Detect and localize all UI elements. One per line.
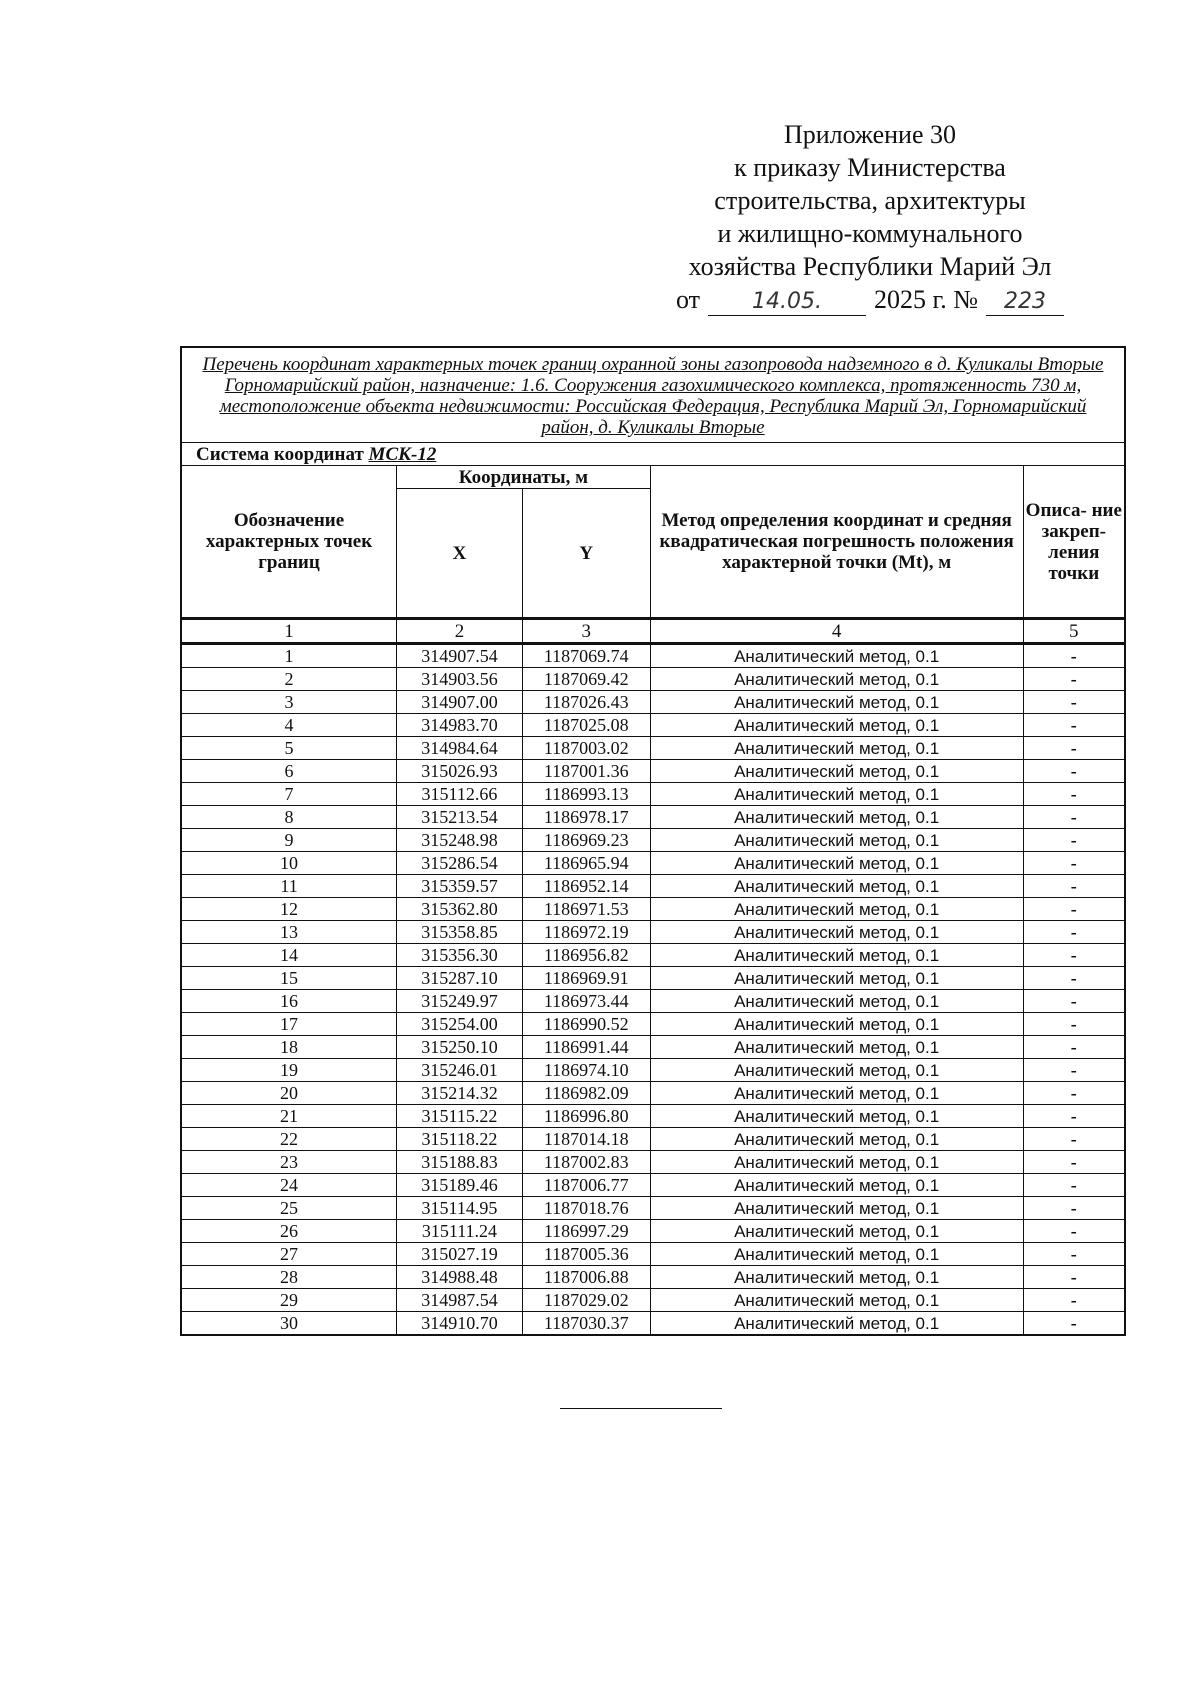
y-cell: 1187069.74 <box>522 644 650 668</box>
column-numbers-row <box>181 619 1125 644</box>
x-cell: 315254.00 <box>397 1013 523 1036</box>
table-row <box>181 1059 1125 1082</box>
table-row <box>181 737 1125 760</box>
method-cell: Аналитический метод, 0.1 <box>650 875 1023 898</box>
x-cell: 315287.10 <box>397 967 523 990</box>
method-cell: Аналитический метод, 0.1 <box>650 898 1023 921</box>
column-number: 2 <box>397 619 523 644</box>
method-cell: Аналитический метод, 0.1 <box>650 644 1023 668</box>
description-cell: - <box>1023 806 1125 829</box>
y-cell: 1187005.36 <box>522 1243 650 1266</box>
x-cell: 315248.98 <box>397 829 523 852</box>
handwritten-date: 14.05. <box>708 289 866 316</box>
x-cell: 314987.54 <box>397 1289 523 1312</box>
table-row <box>181 691 1125 714</box>
description-cell: - <box>1023 1243 1125 1266</box>
description-cell: - <box>1023 921 1125 944</box>
table-row <box>181 1312 1125 1336</box>
method-cell: Аналитический метод, 0.1 <box>650 1312 1023 1336</box>
x-cell: 314988.48 <box>397 1266 523 1289</box>
y-cell: 1187002.83 <box>522 1151 650 1174</box>
from-label: от <box>675 285 700 314</box>
point-id-cell: 10 <box>181 852 397 875</box>
x-cell: 315356.30 <box>397 944 523 967</box>
method-cell: Аналитический метод, 0.1 <box>650 944 1023 967</box>
description-cell: - <box>1023 1082 1125 1105</box>
x-cell: 315358.85 <box>397 921 523 944</box>
method-cell: Аналитический метод, 0.1 <box>650 1174 1023 1197</box>
y-cell: 1186972.19 <box>522 921 650 944</box>
description-cell: - <box>1023 714 1125 737</box>
table-caption: Перечень координат характерных точек границ охранной зоны газопровода надземного в д. Куликалы Вторые Горномарийский район, назначение: 1.6. Сооружения газохимического комплекса, протяженность 730 м, местоположение объекта недвижимости: Российская Федерация, Республика Марий Эл, Горномарийский район, д. Куликалы Вторые <box>181 347 1125 443</box>
point-id-cell: 12 <box>181 898 397 921</box>
method-cell: Аналитический метод, 0.1 <box>650 829 1023 852</box>
appendix-line: Приложение 30 <box>783 120 957 149</box>
table-row <box>181 1105 1125 1128</box>
y-cell: 1186997.29 <box>522 1220 650 1243</box>
point-id-cell: 9 <box>181 829 397 852</box>
order-date-line <box>640 283 1100 316</box>
method-cell: Аналитический метод, 0.1 <box>650 760 1023 783</box>
x-cell: 315286.54 <box>397 852 523 875</box>
y-cell: 1187030.37 <box>522 1312 650 1336</box>
table-row <box>181 1013 1125 1036</box>
y-cell: 1186982.09 <box>522 1082 650 1105</box>
header-x: X <box>397 489 523 619</box>
appendix-line: хозяйства Республики Марий Эл <box>688 252 1052 281</box>
handwritten-order-number: 223 <box>986 289 1064 316</box>
header-coords: Координаты, м <box>397 466 651 489</box>
method-cell: Аналитический метод, 0.1 <box>650 783 1023 806</box>
y-cell: 1186965.94 <box>522 852 650 875</box>
description-cell: - <box>1023 1174 1125 1197</box>
description-cell: - <box>1023 967 1125 990</box>
description-cell: - <box>1023 875 1125 898</box>
point-id-cell: 11 <box>181 875 397 898</box>
description-cell: - <box>1023 898 1125 921</box>
y-cell: 1187018.76 <box>522 1197 650 1220</box>
x-cell: 314907.00 <box>397 691 523 714</box>
description-cell: - <box>1023 783 1125 806</box>
table-row <box>181 852 1125 875</box>
x-cell: 315111.24 <box>397 1220 523 1243</box>
table-body <box>181 644 1125 1336</box>
x-cell: 315188.83 <box>397 1151 523 1174</box>
method-cell: Аналитический метод, 0.1 <box>650 691 1023 714</box>
description-cell: - <box>1023 760 1125 783</box>
table-row <box>181 806 1125 829</box>
x-cell: 315246.01 <box>397 1059 523 1082</box>
description-cell: - <box>1023 1128 1125 1151</box>
y-cell: 1187026.43 <box>522 691 650 714</box>
x-cell: 315214.32 <box>397 1082 523 1105</box>
point-id-cell: 17 <box>181 1013 397 1036</box>
x-cell: 315250.10 <box>397 1036 523 1059</box>
system-label: Система координат <box>196 443 364 465</box>
point-id-cell: 8 <box>181 806 397 829</box>
table-row <box>181 921 1125 944</box>
y-cell: 1186971.53 <box>522 898 650 921</box>
point-id-cell: 28 <box>181 1266 397 1289</box>
point-id-cell: 16 <box>181 990 397 1013</box>
table-row <box>181 944 1125 967</box>
header-point: Обозначение характерных точек границ <box>181 466 397 619</box>
y-cell: 1187025.08 <box>522 714 650 737</box>
table-row <box>181 967 1125 990</box>
x-cell: 315359.57 <box>397 875 523 898</box>
y-cell: 1186990.52 <box>522 1013 650 1036</box>
method-cell: Аналитический метод, 0.1 <box>650 852 1023 875</box>
point-id-cell: 3 <box>181 691 397 714</box>
method-cell: Аналитический метод, 0.1 <box>650 967 1023 990</box>
method-cell: Аналитический метод, 0.1 <box>650 1059 1023 1082</box>
table-row <box>181 1197 1125 1220</box>
description-cell: - <box>1023 829 1125 852</box>
point-id-cell: 15 <box>181 967 397 990</box>
method-cell: Аналитический метод, 0.1 <box>650 1289 1023 1312</box>
closing-rule <box>560 1408 722 1409</box>
y-cell: 1187001.36 <box>522 760 650 783</box>
point-id-cell: 4 <box>181 714 397 737</box>
method-cell: Аналитический метод, 0.1 <box>650 921 1023 944</box>
x-cell: 314910.70 <box>397 1312 523 1336</box>
point-id-cell: 29 <box>181 1289 397 1312</box>
x-cell: 315026.93 <box>397 760 523 783</box>
x-cell: 315112.66 <box>397 783 523 806</box>
y-cell: 1186974.10 <box>522 1059 650 1082</box>
appendix-line: строительства, архитектуры <box>714 186 1026 215</box>
appendix-line: и жилищно-коммунального <box>717 219 1023 248</box>
y-cell: 1186956.82 <box>522 944 650 967</box>
y-cell: 1186969.91 <box>522 967 650 990</box>
table-row <box>181 829 1125 852</box>
method-cell: Аналитический метод, 0.1 <box>650 1036 1023 1059</box>
y-cell: 1186993.13 <box>522 783 650 806</box>
y-cell: 1186973.44 <box>522 990 650 1013</box>
y-cell: 1187003.02 <box>522 737 650 760</box>
description-cell: - <box>1023 1013 1125 1036</box>
x-cell: 315362.80 <box>397 898 523 921</box>
method-cell: Аналитический метод, 0.1 <box>650 1013 1023 1036</box>
point-id-cell: 27 <box>181 1243 397 1266</box>
table-row <box>181 1036 1125 1059</box>
column-number: 1 <box>181 619 397 644</box>
point-id-cell: 24 <box>181 1174 397 1197</box>
point-id-cell: 20 <box>181 1082 397 1105</box>
description-cell: - <box>1023 1036 1125 1059</box>
table-row <box>181 1289 1125 1312</box>
description-cell: - <box>1023 852 1125 875</box>
description-cell: - <box>1023 1059 1125 1082</box>
column-number: 4 <box>650 619 1023 644</box>
point-id-cell: 18 <box>181 1036 397 1059</box>
description-cell: - <box>1023 1312 1125 1336</box>
description-cell: - <box>1023 1289 1125 1312</box>
method-cell: Аналитический метод, 0.1 <box>650 1082 1023 1105</box>
x-cell: 314983.70 <box>397 714 523 737</box>
y-cell: 1187006.77 <box>522 1174 650 1197</box>
point-id-cell: 14 <box>181 944 397 967</box>
description-cell: - <box>1023 944 1125 967</box>
system-code: МСК-12 <box>368 443 437 465</box>
table-row <box>181 1174 1125 1197</box>
description-cell: - <box>1023 668 1125 691</box>
description-cell: - <box>1023 1197 1125 1220</box>
point-id-cell: 7 <box>181 783 397 806</box>
method-cell: Аналитический метод, 0.1 <box>650 990 1023 1013</box>
point-id-cell: 21 <box>181 1105 397 1128</box>
description-cell: - <box>1023 644 1125 668</box>
method-cell: Аналитический метод, 0.1 <box>650 806 1023 829</box>
table-row <box>181 875 1125 898</box>
point-id-cell: 19 <box>181 1059 397 1082</box>
method-cell: Аналитический метод, 0.1 <box>650 1151 1023 1174</box>
method-cell: Аналитический метод, 0.1 <box>650 668 1023 691</box>
table-row <box>181 1151 1125 1174</box>
point-id-cell: 1 <box>181 644 397 668</box>
table-row <box>181 1266 1125 1289</box>
table-row <box>181 990 1125 1013</box>
table-row <box>181 1082 1125 1105</box>
x-cell: 315027.19 <box>397 1243 523 1266</box>
appendix-header <box>640 118 1100 316</box>
point-id-cell: 2 <box>181 668 397 691</box>
y-cell: 1187069.42 <box>522 668 650 691</box>
description-cell: - <box>1023 1220 1125 1243</box>
point-id-cell: 23 <box>181 1151 397 1174</box>
point-id-cell: 30 <box>181 1312 397 1336</box>
point-id-cell: 6 <box>181 760 397 783</box>
x-cell: 314984.64 <box>397 737 523 760</box>
method-cell: Аналитический метод, 0.1 <box>650 737 1023 760</box>
method-cell: Аналитический метод, 0.1 <box>650 1266 1023 1289</box>
table-row <box>181 668 1125 691</box>
description-cell: - <box>1023 1105 1125 1128</box>
point-id-cell: 25 <box>181 1197 397 1220</box>
point-id-cell: 13 <box>181 921 397 944</box>
table-row <box>181 1243 1125 1266</box>
description-cell: - <box>1023 691 1125 714</box>
table-row <box>181 644 1125 668</box>
table-row <box>181 898 1125 921</box>
point-id-cell: 5 <box>181 737 397 760</box>
x-cell: 315213.54 <box>397 806 523 829</box>
method-cell: Аналитический метод, 0.1 <box>650 1243 1023 1266</box>
method-cell: Аналитический метод, 0.1 <box>650 714 1023 737</box>
method-cell: Аналитический метод, 0.1 <box>650 1105 1023 1128</box>
x-cell: 315249.97 <box>397 990 523 1013</box>
header-method: Метод определения координат и средняя квадратическая погрешность положения характерной точки (Mt), м <box>650 466 1023 619</box>
column-number: 3 <box>522 619 650 644</box>
header-y: Y <box>522 489 650 619</box>
column-number: 5 <box>1023 619 1125 644</box>
year-number-label: 2025 г. № <box>873 285 979 314</box>
x-cell: 315114.95 <box>397 1197 523 1220</box>
x-cell: 315118.22 <box>397 1128 523 1151</box>
y-cell: 1187006.88 <box>522 1266 650 1289</box>
method-cell: Аналитический метод, 0.1 <box>650 1128 1023 1151</box>
y-cell: 1186978.17 <box>522 806 650 829</box>
coordinate-system <box>181 443 1125 466</box>
table-row <box>181 760 1125 783</box>
point-id-cell: 22 <box>181 1128 397 1151</box>
y-cell: 1187029.02 <box>522 1289 650 1312</box>
y-cell: 1186952.14 <box>522 875 650 898</box>
coordinates-table <box>180 346 1126 1336</box>
x-cell: 315189.46 <box>397 1174 523 1197</box>
table-row <box>181 1220 1125 1243</box>
description-cell: - <box>1023 1266 1125 1289</box>
point-id-cell: 26 <box>181 1220 397 1243</box>
y-cell: 1186969.23 <box>522 829 650 852</box>
header-description: Описа- ние закреп- ления точки <box>1023 466 1125 619</box>
table-row <box>181 1128 1125 1151</box>
method-cell: Аналитический метод, 0.1 <box>650 1197 1023 1220</box>
y-cell: 1186991.44 <box>522 1036 650 1059</box>
appendix-line: к приказу Министерства <box>734 153 1006 182</box>
description-cell: - <box>1023 990 1125 1013</box>
description-cell: - <box>1023 1151 1125 1174</box>
description-cell: - <box>1023 737 1125 760</box>
x-cell: 314903.56 <box>397 668 523 691</box>
y-cell: 1187014.18 <box>522 1128 650 1151</box>
table-row <box>181 783 1125 806</box>
x-cell: 315115.22 <box>397 1105 523 1128</box>
x-cell: 314907.54 <box>397 644 523 668</box>
method-cell: Аналитический метод, 0.1 <box>650 1220 1023 1243</box>
table-row <box>181 714 1125 737</box>
y-cell: 1186996.80 <box>522 1105 650 1128</box>
